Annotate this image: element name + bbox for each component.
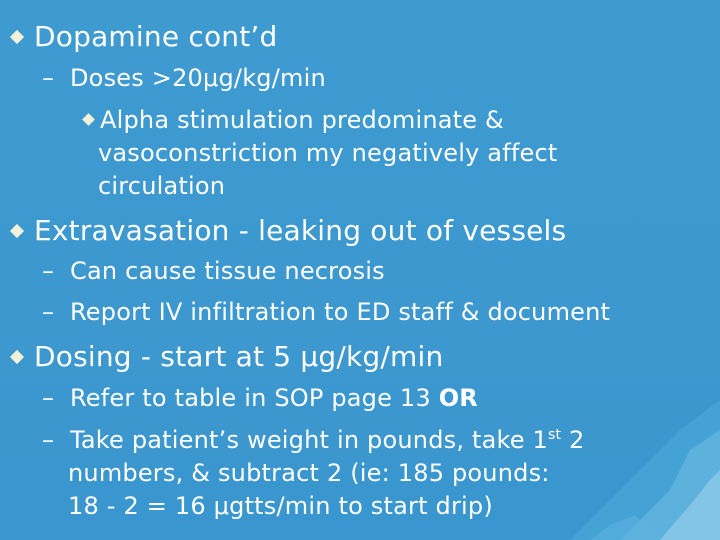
sub-item-tissue-necrosis: Can cause tissue necrosis: [70, 257, 385, 285]
sub-item-report-iv: Report IV infiltration to ED staff & document: [70, 298, 611, 326]
dash-marker: –: [42, 257, 55, 285]
sub-item-weight-line2: numbers, & subtract 2 (ie: 185 pounds:: [68, 459, 550, 487]
detail-alpha-stimulation: Alpha stimulation predominate &: [100, 106, 504, 134]
diamond-bullet-icon: [10, 350, 24, 364]
diamond-bullet-icon: [10, 30, 24, 44]
dash-marker: –: [42, 64, 55, 92]
detail-vasoconstriction: vasoconstriction my negatively affect: [98, 139, 558, 167]
or-emphasis: OR: [438, 384, 478, 412]
dash-marker: –: [42, 384, 55, 412]
diamond-bullet-icon: [10, 224, 24, 238]
sub-item-weight-line3: 18 - 2 = 16 μgtts/min to start drip): [68, 492, 493, 520]
section-title-extravasation: Extravasation - leaking out of vessels: [34, 214, 567, 247]
diamond-bullet-icon: [82, 113, 95, 126]
weight-text-post: 2: [561, 426, 585, 454]
weight-text-pre: Take patient’s weight in pounds, take 1: [70, 426, 549, 454]
dash-marker: –: [42, 426, 55, 454]
sub-item-weight-line1: [70, 426, 585, 454]
superscript-st: st: [548, 427, 562, 443]
section-title-dosing: Dosing - start at 5 μg/kg/min: [34, 340, 444, 373]
sub-item-refer-table: [70, 384, 478, 412]
dash-marker: –: [42, 298, 55, 326]
sub-item-doses: Doses >20μg/kg/min: [70, 64, 326, 92]
refer-table-text: Refer to table in SOP page 13: [70, 384, 439, 412]
detail-circulation: circulation: [98, 172, 226, 200]
section-title-dopamine: Dopamine cont’d: [34, 20, 278, 53]
